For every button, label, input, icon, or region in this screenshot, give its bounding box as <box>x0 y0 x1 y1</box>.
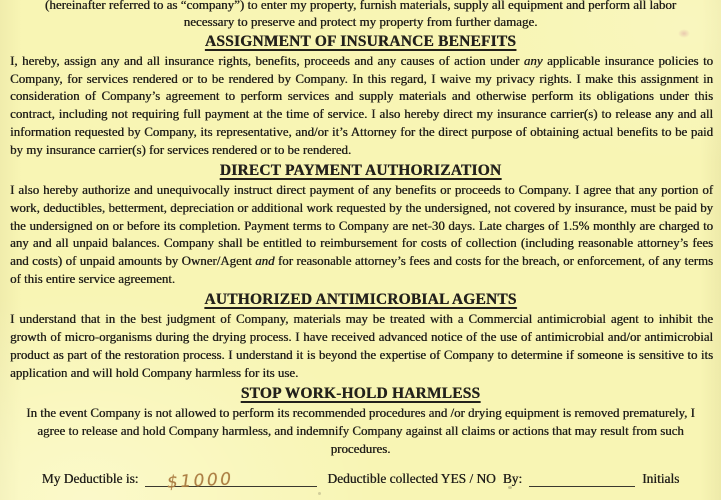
intro-paragraph <box>6 0 715 30</box>
handwritten-deductible-value: $1000 <box>166 469 235 493</box>
heading-assignment-of-insurance-benefits <box>0 33 721 51</box>
deductible-blank-field <box>145 469 317 493</box>
by-blank-field <box>529 471 635 487</box>
by-label: By: <box>502 471 523 486</box>
initials-label: Initials <box>642 471 680 486</box>
intro-line-2: necessary to preserve and protect my property from further damage. <box>183 13 538 29</box>
paragraph-direct-payment-authorization: I also hereby authorize and unequivocally instruct direct payment of any benefits or proceeds to Company. I agree that any portion of work, deductibles, betterment, depreciation or additional work requested by the undersigned, not covered by insurance, must be paid by the undersigned on or before its completion. Payment terms to Company are net-30 days. Late charges of 1.5% monthly are charged to any and all unpaid balances. Company shall be entitled to reimbursement for costs of collection (including reasonable attorney’s fees and costs) of unpaid amounts by Owner/Agent and for reasonable attorney’s fees and costs for the breach, or enforcement, of any terms of this entire service agreement. <box>10 183 713 286</box>
heading-text: ASSIGNMENT OF INSURANCE BENEFITS <box>204 33 517 50</box>
heading-authorized-antimicrobial-agents <box>0 291 721 309</box>
deductible-label: My Deductible is: <box>41 471 139 486</box>
deductible-footer-line <box>0 469 721 493</box>
paragraph-authorized-antimicrobial-agents: I understand that in the best judgment of Company, materials may be treated with a Commercial antimicrobial agent to inhibit the growth of micro-organisms during the drying process. I have received advanced notice of the use of antimicrobial and/or antimicrobial product as part of the restoration process. I understand it is beyond the expertise of Company to determine if someone is sensitive to its application and will hold Company harmless for its use. <box>10 312 713 380</box>
heading-text: STOP WORK-HOLD HARMLESS <box>240 385 481 403</box>
scan-speck <box>318 492 321 495</box>
heading-text: AUTHORIZED ANTIMICROBIAL AGENTS <box>204 291 517 309</box>
intro-line-1: (hereinafter referred to as “company”) to enter my property, furnish materials, supply all equipment and perform all labor <box>44 0 677 12</box>
deductible-collected-label: Deductible collected YES / NO <box>327 471 496 486</box>
heading-stop-work-hold-harmless <box>0 385 721 403</box>
heading-direct-payment-authorization <box>0 162 721 180</box>
paragraph-assignment-of-insurance-benefits: I, hereby, assign any and all insurance rights, benefits, proceeds and any causes of action under any applicable insurance policies to Company, for services rendered or to be rendered by Company. In this regard, I waive my privacy rights. I make this assignment in consideration of Company’s agreement to perform services and supply materials and otherwise perform its obligations under this contract, including not requiring full payment at the time of service. I also hereby direct my insurance carrier(s) to release any and all information requested by Company, its representative, and/or it’s Attorney for the direct purpose of obtaining actual benefits to be paid by my insurance carrier(s) for services rendered or to be rendered. <box>10 54 713 157</box>
heading-text: DIRECT PAYMENT AUTHORIZATION <box>219 162 502 180</box>
paragraph-stop-work-hold-harmless: In the event Company is not allowed to perform its recommended procedures and /or drying equipment is removed prematurely, I agree to release and hold Company harmless, and indemnify Company against all claims or actions that may result from such procedures. <box>26 406 695 456</box>
